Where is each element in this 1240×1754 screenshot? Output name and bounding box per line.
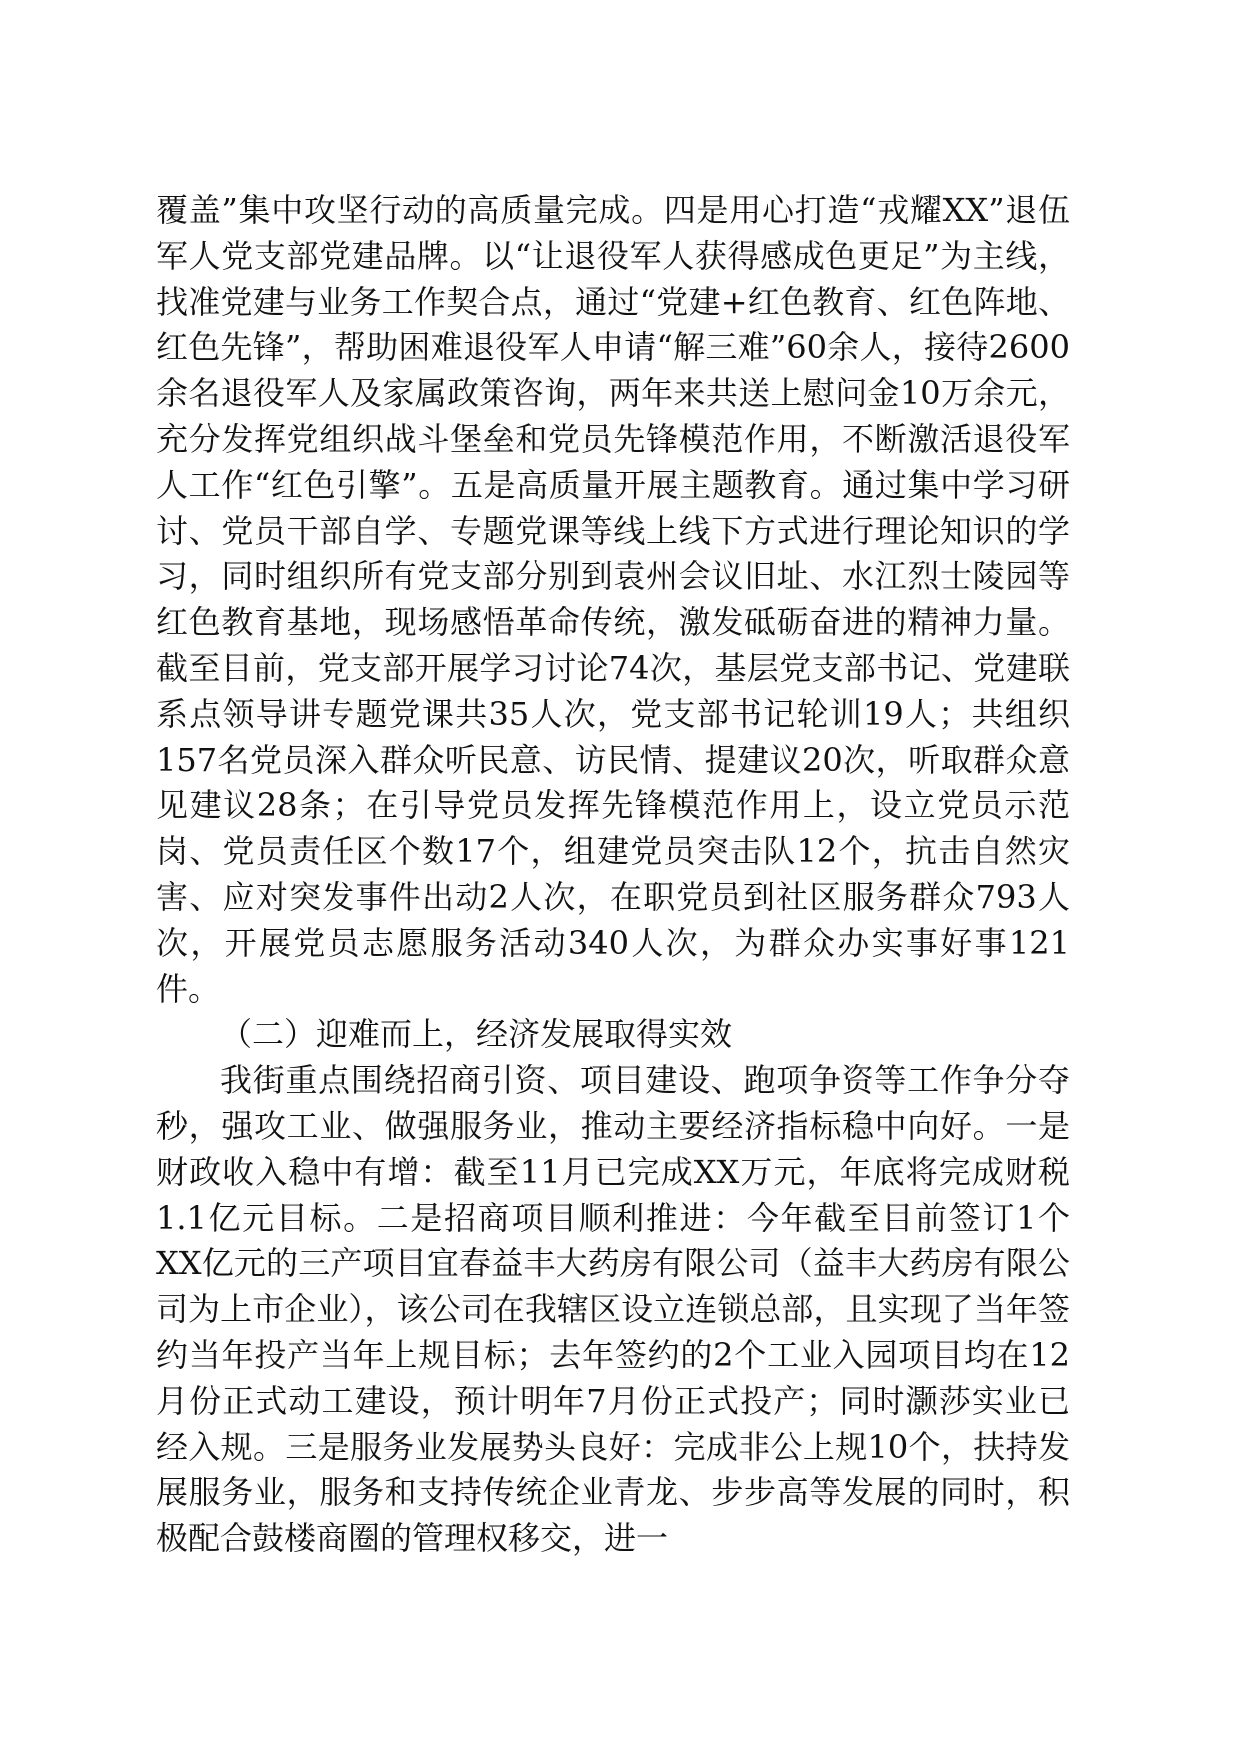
section-heading-economic-development: （二）迎难而上，经济发展取得实效	[220, 1015, 733, 1054]
paragraph-economic-development: 我街重点围绕招商引资、项目建设、跑项争资等工作争分夺秒，强攻工业、做强服务业，推动主要经济指标稳中向好。一是财政收入稳中有增：截至11月已完成XX万元，年底将完成财税1.1亿元目标。二是招商项目顺利推进：今年截至目前签订1个XX亿元的三产项目宜春益丰大药房有限公司（益丰大药房有限公司为上市企业），该公司在我辖区设立连锁总部，且实现了当年签约当年投产当年上规目标；去年签约的2个工业入园项目均在12月份正式动工建设，预计明年7月份正式投产；同时灏莎实业已经入规。三是服务业发展势头良好：完成非公上规10个，扶持发展服务业，服务和支持传统企业青龙、步步高等发展的同时，积极配合鼓楼商圈的管理权移交，进一	[156, 1061, 1070, 1558]
paragraph-party-building: 覆盖”集中攻坚行动的高质量完成。四是用心打造“戎耀XX”退伍军人党支部党建品牌。以“让退役军人获得感成色更足”为主线，找准党建与业务工作契合点，通过“党建+红色教育、红色阵地、红色先锋”，帮助困难退役军人申请“解三难”60余人，接待2600余名退役军人及家属政策咨询，两年来共送上慰问金10万余元，充分发挥党组织战斗堡垒和党员先锋模范作用，不断激活退役军人工作“红色引擎”。五是高质量开展主题教育。通过集中学习研讨、党员干部自学、专题党课等线上线下方式进行理论知识的学习，同时组织所有党支部分别到袁州会议旧址、水江烈士陵园等红色教育基地，现场感悟革命传统，激发砥砺奋进的精神力量。截至目前，党支部开展学习讨论74次，基层党支部书记、党建联系点领导讲专题党课共35人次，党支部书记轮训19人；共组织157名党员深入群众听民意、访民情、提建议20次，听取群众意见建议28条；在引导党员发挥先锋模范作用上，设立党员示范岗、党员责任区个数17个，组建党员突击队12个，抗击自然灾害、应对突发事件出动2人次，在职党员到社区服务群众793人次，开展党员志愿服务活动340人次，为群众办实事好事121件。	[156, 191, 1070, 1008]
document-body	[156, 188, 1070, 1562]
